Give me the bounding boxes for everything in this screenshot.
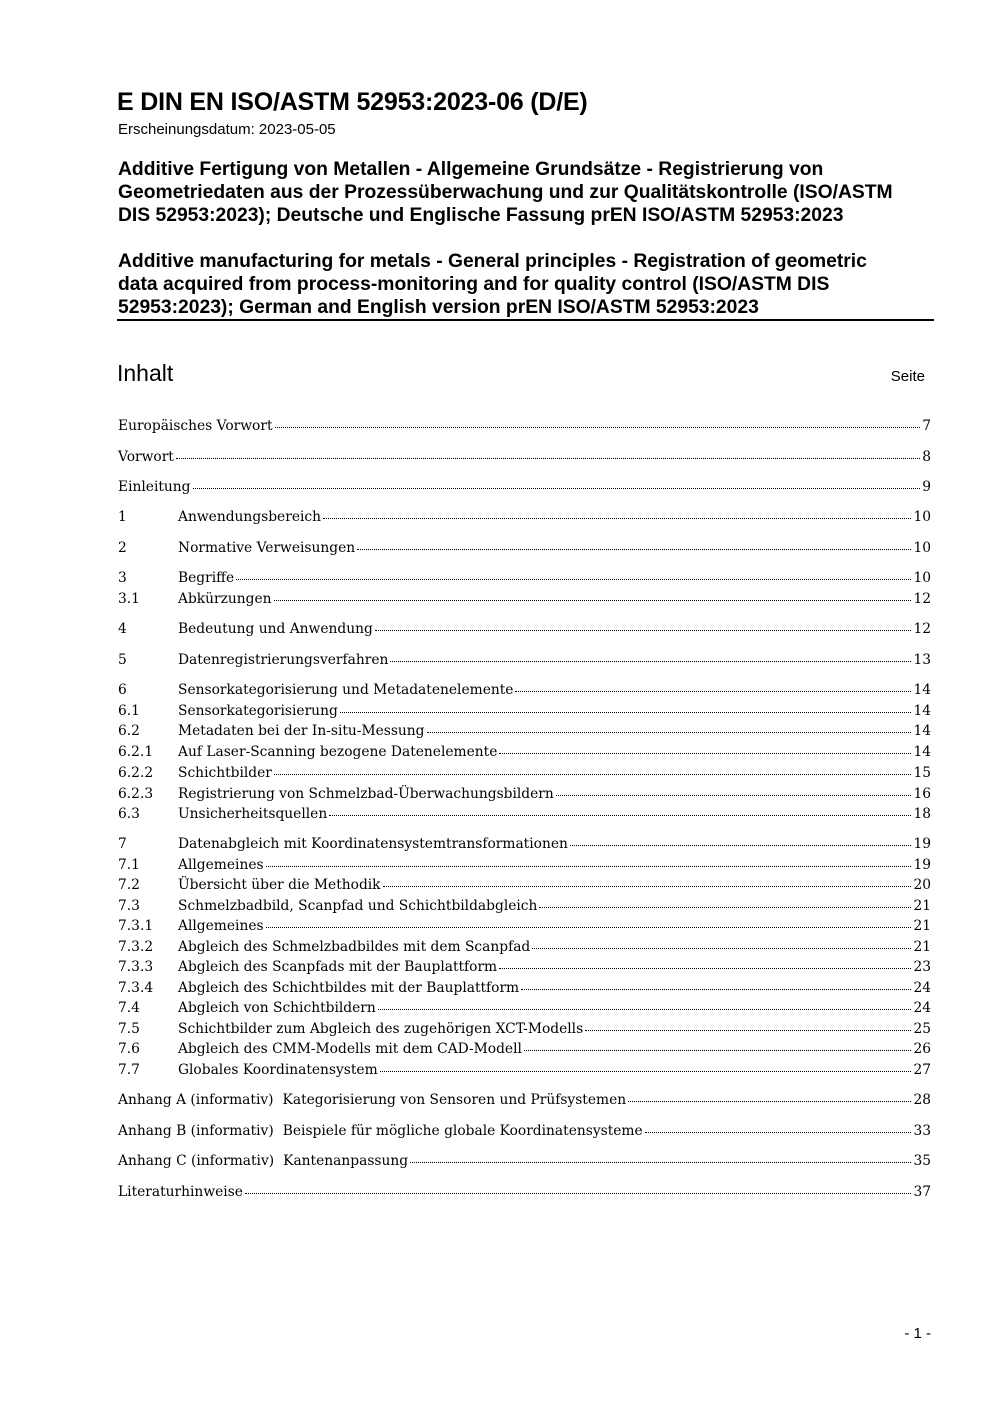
toc-entry-page: 21	[913, 918, 931, 934]
toc-leader-dots	[585, 1029, 911, 1031]
toc-leader-dots	[499, 752, 911, 754]
toc-entry-title: Unsicherheitsquellen	[178, 806, 328, 822]
title-german-line: Geometriedaten aus der Prozessüberwachung und zur Qualitätskontrolle (ISO/ASTM	[118, 182, 893, 203]
toc-entry-number: 5	[118, 652, 127, 668]
toc-entry[interactable]	[118, 918, 931, 938]
toc-entry-number: 6.2.2	[118, 765, 154, 781]
toc-entry-page: 16	[913, 786, 931, 802]
toc-entry-page: 12	[913, 621, 931, 637]
toc-entry[interactable]	[118, 682, 931, 702]
toc-entry-number: 6.2.1	[118, 744, 154, 760]
toc-entry-title: Einleitung	[118, 479, 191, 495]
toc-entry[interactable]	[118, 703, 931, 723]
toc-entry[interactable]	[118, 857, 931, 877]
title-divider	[117, 319, 934, 321]
toc-entry-number: 6.2.3	[118, 786, 154, 802]
toc-entry[interactable]	[118, 418, 931, 438]
toc-entry-title: Kantenanpassung	[283, 1153, 409, 1169]
toc-entry-page: 20	[913, 877, 931, 893]
toc-entry-page: 27	[913, 1062, 931, 1078]
toc-entry-page: 28	[913, 1092, 931, 1108]
toc-leader-dots	[378, 1008, 912, 1010]
toc-heading: Inhalt	[117, 360, 174, 386]
toc-entry-page: 24	[913, 980, 931, 996]
toc-entry-title: Registrierung von Schmelzbad-Überwachungsbildern	[178, 786, 554, 802]
toc-entry-title: Begriffe	[178, 570, 235, 586]
toc-entry-number: 7.1	[118, 857, 140, 873]
toc-entry-number: 3.1	[118, 591, 140, 607]
toc-entry-page: 35	[913, 1153, 931, 1169]
toc-entry-page: 24	[913, 1000, 931, 1016]
toc-leader-dots	[532, 947, 911, 949]
toc-entry[interactable]	[118, 1092, 931, 1112]
toc-leader-dots	[266, 865, 912, 867]
title-german-line: Additive Fertigung von Metallen - Allgemeine Grundsätze - Registrierung von	[118, 159, 824, 180]
toc-entry-page: 21	[913, 939, 931, 955]
toc-entry-number: 7.3.1	[118, 918, 154, 934]
toc-entry-page: 10	[913, 509, 931, 525]
toc-leader-dots	[390, 660, 911, 662]
toc-entry-page: 14	[913, 682, 931, 698]
toc-leader-dots	[176, 457, 920, 459]
toc-entry-title: Europäisches Vorwort	[118, 418, 273, 434]
toc-leader-dots	[556, 794, 912, 796]
toc-leader-dots	[539, 906, 911, 908]
toc-entry-title: Literaturhinweise	[118, 1184, 243, 1200]
toc-entry-title: Globales Koordinatensystem	[178, 1062, 378, 1078]
toc-entry-title: Datenregistrierungsverfahren	[178, 652, 389, 668]
toc-entry-number: 7.3.2	[118, 939, 154, 955]
toc-entry[interactable]	[118, 479, 931, 499]
toc-leader-dots	[236, 578, 911, 580]
toc-entry-page: 37	[913, 1184, 931, 1200]
toc-entry[interactable]	[118, 1041, 931, 1061]
toc-leader-dots	[375, 629, 912, 631]
toc-entry-title: Schichtbilder zum Abgleich des zugehörigen XCT-Modells	[178, 1021, 584, 1037]
toc-entry-page: 19	[913, 836, 931, 852]
toc-entry-title: Abgleich des Schichtbildes mit der Bauplattform	[178, 980, 520, 996]
toc-leader-dots	[193, 487, 921, 489]
toc-entry-page: 18	[913, 806, 931, 822]
title-german-line: DIS 52953:2023); Deutsche und Englische Fassung prEN ISO/ASTM 52953:2023	[118, 205, 844, 226]
toc-entry-number: 2	[118, 540, 127, 556]
publication-date: Erscheinungsdatum: 2023-05-05	[118, 121, 336, 138]
toc-leader-dots	[274, 599, 912, 601]
toc-entry[interactable]	[118, 591, 931, 611]
toc-entry-title: Abgleich des Scanpfads mit der Bauplattform	[178, 959, 498, 975]
toc-entry[interactable]	[118, 806, 931, 826]
toc-entry-number: 7.4	[118, 1000, 140, 1016]
toc-leader-dots	[515, 690, 911, 692]
toc-entry-number: Anhang C (informativ)	[118, 1153, 275, 1169]
toc-entry-page: 19	[913, 857, 931, 873]
toc-entry-number: 7	[118, 836, 127, 852]
toc-entry-number: 7.3	[118, 898, 140, 914]
toc-leader-dots	[383, 885, 912, 887]
toc-entry[interactable]	[118, 540, 931, 560]
toc-entry-title: Vorwort	[118, 449, 174, 465]
toc-entry-number: 7.5	[118, 1021, 140, 1037]
toc-entry[interactable]	[118, 449, 931, 469]
toc-entry[interactable]	[118, 765, 931, 785]
toc-entry-title: Allgemeines	[178, 918, 264, 934]
toc-leader-dots	[245, 1192, 911, 1194]
toc-entry[interactable]	[118, 786, 931, 806]
toc-entry[interactable]	[118, 898, 931, 918]
toc-entry-title: Metadaten bei der In-situ-Messung	[178, 723, 425, 739]
toc-entry-page: 7	[922, 418, 931, 434]
toc-entry-title: Schichtbilder	[178, 765, 272, 781]
toc-entry-page: 14	[913, 723, 931, 739]
toc-entry[interactable]	[118, 980, 931, 1000]
toc-leader-dots	[323, 517, 911, 519]
toc-leader-dots	[329, 814, 911, 816]
toc-entry[interactable]	[118, 1021, 931, 1041]
toc-entry[interactable]	[118, 1184, 931, 1204]
toc-entry-title: Sensorkategorisierung	[178, 703, 338, 719]
toc-entry[interactable]	[118, 959, 931, 979]
toc-entry-page: 9	[922, 479, 931, 495]
toc-entry-page: 13	[913, 652, 931, 668]
toc-leader-dots	[570, 844, 912, 846]
toc-entry-number: Anhang A (informativ)	[118, 1092, 274, 1108]
toc-entry-title: Schmelzbadbild, Scanpfad und Schichtbildabgleich	[178, 898, 538, 914]
toc-entry-page: 25	[913, 1021, 931, 1037]
toc-entry-title: Auf Laser-Scanning bezogene Datenelemente	[178, 744, 498, 760]
toc-entry-page: 14	[913, 744, 931, 760]
toc-entry-number: 6.2	[118, 723, 140, 739]
toc-entry[interactable]	[118, 621, 931, 641]
document-id: E DIN EN ISO/ASTM 52953:2023-06 (D/E)	[117, 88, 588, 116]
toc-entry-title: Datenabgleich mit Koordinatensystemtransformationen	[178, 836, 568, 852]
toc-entry-title: Beispiele für mögliche globale Koordinatensysteme	[282, 1123, 643, 1139]
toc-entry-number: 6.3	[118, 806, 140, 822]
toc-entry-page: 15	[913, 765, 931, 781]
toc-entry-page: 10	[913, 570, 931, 586]
toc-leader-dots	[521, 988, 911, 990]
toc-entry-page: 14	[913, 703, 931, 719]
toc-entry-title: Abkürzungen	[178, 591, 272, 607]
toc-entry[interactable]	[118, 1123, 931, 1143]
toc-entry-number: 1	[118, 509, 127, 525]
toc-entry[interactable]	[118, 1000, 931, 1020]
toc-leader-dots	[524, 1049, 912, 1051]
toc-leader-dots	[628, 1100, 911, 1102]
toc-entry-page: 10	[913, 540, 931, 556]
toc-entry-title: Übersicht über die Methodik	[178, 877, 381, 893]
toc-entry[interactable]	[118, 939, 931, 959]
toc-entry[interactable]	[118, 570, 931, 590]
toc-entry-number: 7.7	[118, 1062, 140, 1078]
toc-leader-dots	[357, 548, 911, 550]
toc-entry-number: 3	[118, 570, 127, 586]
toc-leader-dots	[380, 1070, 912, 1072]
title-german	[118, 158, 933, 227]
toc-entry-page: 21	[913, 898, 931, 914]
toc-leader-dots	[266, 926, 912, 928]
toc-entry[interactable]	[118, 836, 931, 856]
toc-entry-title: Anwendungsbereich	[178, 509, 322, 525]
toc-entry-title: Kategorisierung von Sensoren und Prüfsystemen	[282, 1092, 627, 1108]
toc-entry-title: Allgemeines	[178, 857, 264, 873]
page-number: - 1 -	[904, 1325, 931, 1342]
toc-entry[interactable]	[118, 723, 931, 743]
toc-entry-number: 6.1	[118, 703, 140, 719]
toc-leader-dots	[645, 1131, 912, 1133]
toc-entry[interactable]	[118, 877, 931, 897]
toc-entry-page: 33	[913, 1123, 931, 1139]
toc-entry-page: 12	[913, 591, 931, 607]
toc-entry-title: Abgleich des CMM-Modells mit dem CAD-Modell	[178, 1041, 522, 1057]
toc-page-column-label: Seite	[890, 368, 925, 385]
toc-entry-page: 26	[913, 1041, 931, 1057]
toc-entry-number: 7.3.3	[118, 959, 154, 975]
toc-leader-dots	[340, 711, 912, 713]
toc-entry-page: 8	[922, 449, 931, 465]
toc-entry[interactable]	[118, 744, 931, 764]
toc-entry-number: Anhang B (informativ)	[118, 1123, 274, 1139]
toc-entry-number: 7.3.4	[118, 980, 154, 996]
toc-entry[interactable]	[118, 509, 931, 529]
toc-leader-dots	[274, 773, 912, 775]
toc-entry-number: 7.6	[118, 1041, 140, 1057]
toc-leader-dots	[410, 1161, 911, 1163]
toc-leader-dots	[499, 967, 911, 969]
title-english-line: 52953:2023); German and English version prEN ISO/ASTM 52953:2023	[118, 297, 759, 318]
toc-entry-title: Normative Verweisungen	[178, 540, 356, 556]
toc-entry[interactable]	[118, 652, 931, 672]
title-english-line: data acquired from process-monitoring and for quality control (ISO/ASTM DIS	[118, 274, 830, 295]
toc-entry-number: 6	[118, 682, 127, 698]
toc-entry-title: Bedeutung und Anwendung	[178, 621, 373, 637]
toc-leader-dots	[275, 426, 921, 428]
title-english-line: Additive manufacturing for metals - General principles - Registration of geometric	[118, 251, 867, 272]
toc-entry-title: Sensorkategorisierung und Metadatenelemente	[178, 682, 514, 698]
toc-leader-dots	[427, 731, 912, 733]
toc-entry-number: 7.2	[118, 877, 140, 893]
title-english	[118, 250, 933, 319]
toc-entry-title: Abgleich des Schmelzbadbildes mit dem Scanpfad	[178, 939, 531, 955]
toc-entry[interactable]	[118, 1153, 931, 1173]
toc-entry-page: 23	[913, 959, 931, 975]
toc-entry-number: 4	[118, 621, 127, 637]
toc-entry[interactable]	[118, 1062, 931, 1082]
toc-entry-title: Abgleich von Schichtbildern	[178, 1000, 376, 1016]
